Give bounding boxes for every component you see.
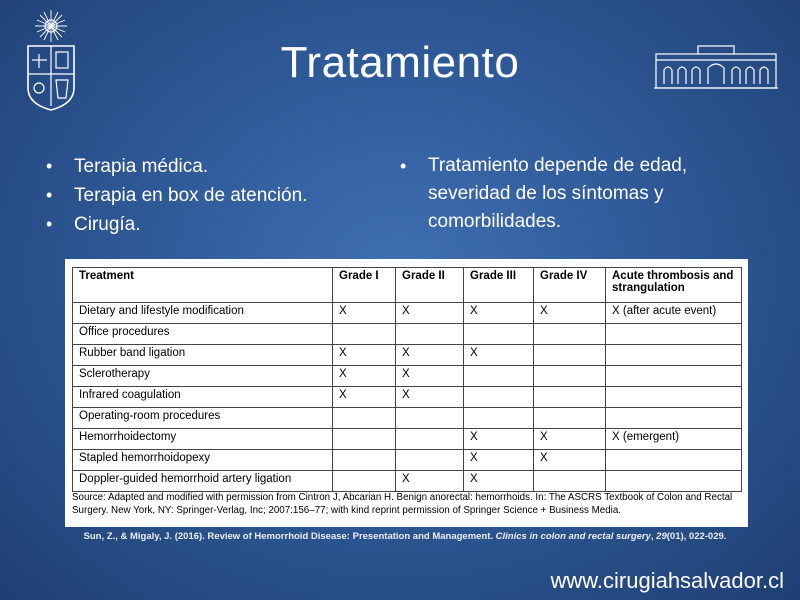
table-cell: Sclerotherapy (73, 366, 333, 387)
table-cell: Hemorrhoidectomy (73, 429, 333, 450)
citation-authors: Sun, Z., & Migaly, J. (2016). Review of Hemorrhoid Disease: Presentation and Management. (83, 531, 496, 542)
table-cell (396, 408, 464, 429)
right-bullet-list (398, 152, 758, 236)
table-cell: X (464, 429, 534, 450)
table-cell (606, 345, 742, 366)
table-cell: X (464, 303, 534, 324)
treatment-table (72, 267, 742, 492)
table-cell (333, 471, 396, 492)
citation-journal: Clinics in colon and rectal surgery (495, 531, 651, 542)
bullet-item: • Cirugía. (44, 210, 307, 239)
table-row (73, 408, 742, 429)
table-cell (534, 387, 606, 408)
table-header-cell: Grade I (333, 268, 396, 303)
table-cell: X (333, 387, 396, 408)
table-cell (606, 324, 742, 345)
table-cell: X (534, 303, 606, 324)
table-cell: X (396, 303, 464, 324)
table-cell (333, 429, 396, 450)
table-cell: X (396, 366, 464, 387)
table-cell (333, 324, 396, 345)
table-cell: Operating-room procedures (73, 408, 333, 429)
table-cell (464, 324, 534, 345)
footer-url[interactable]: www.cirugiahsalvador.cl (550, 568, 784, 593)
table-cell (534, 345, 606, 366)
table-cell (606, 450, 742, 471)
table-cell (534, 471, 606, 492)
table-row (73, 471, 742, 492)
table-row (73, 429, 742, 450)
table-cell (333, 450, 396, 471)
table-header-row (73, 268, 742, 303)
bullet-item: • Terapia médica. (44, 152, 307, 181)
table-cell: X (396, 387, 464, 408)
left-bullet-list (44, 152, 307, 239)
table-row (73, 345, 742, 366)
table-cell (534, 324, 606, 345)
table-cell: Stapled hemorrhoidopexy (73, 450, 333, 471)
table-cell (606, 408, 742, 429)
table-cell (606, 471, 742, 492)
table-cell: X (333, 303, 396, 324)
table-row (73, 366, 742, 387)
table-row (73, 387, 742, 408)
table-row (73, 450, 742, 471)
table-cell: X (534, 429, 606, 450)
table-cell: X (333, 366, 396, 387)
table-cell: X (464, 471, 534, 492)
treatment-table-card (65, 259, 748, 527)
table-cell: Office procedures (73, 324, 333, 345)
table-cell (534, 366, 606, 387)
table-cell: X (396, 345, 464, 366)
table-cell (534, 408, 606, 429)
table-cell: X (534, 450, 606, 471)
table-cell (606, 387, 742, 408)
citation: Sun, Z., & Migaly, J. (2016). Review of Hemorrhoid Disease: Presentation and Management. Clinics in colon and rectal surgery, 29(01), 022-029. (83, 531, 727, 542)
table-header-cell: Grade IV (534, 268, 606, 303)
table-body (73, 303, 742, 492)
slide-title: Tratamiento (280, 38, 520, 87)
citation-volume: 29 (656, 531, 667, 542)
table-cell: X (464, 345, 534, 366)
table-cell: X (333, 345, 396, 366)
table-cell: Doppler-guided hemorrhoid artery ligation (73, 471, 333, 492)
table-cell (464, 408, 534, 429)
table-cell: Infrared coagulation (73, 387, 333, 408)
table-row (73, 324, 742, 345)
table-header-cell: Treatment (73, 268, 333, 303)
table-cell (606, 366, 742, 387)
table-row (73, 303, 742, 324)
citation-issue-pages: (01), 022-029. (666, 531, 727, 542)
bullet-item: • Tratamiento depende de edad, severidad de los síntomas y comorbilidades. (398, 152, 758, 236)
table-cell (333, 408, 396, 429)
table-cell (464, 387, 534, 408)
table-cell: X (emergent) (606, 429, 742, 450)
table-header-cell: Grade II (396, 268, 464, 303)
table-cell: X (396, 471, 464, 492)
table-cell: X (after acute event) (606, 303, 742, 324)
table-header-cell: Grade III (464, 268, 534, 303)
table-cell (464, 366, 534, 387)
table-cell: X (464, 450, 534, 471)
table-cell (396, 324, 464, 345)
table-cell (396, 429, 464, 450)
table-cell (396, 450, 464, 471)
table-source-note: Source: Adapted and modified with permission from Cintron J, Abcarian H. Benign anorectal: hemorrhoids. In: The ASCRS Textbook of Colon and Rectal Surgery. New York, NY: Springer-Verlag, Inc; 2007:156–77; with kind reprint permission of Springer Science + Business Media. (72, 492, 733, 516)
table-header-cell: Acute thrombosis and strangulation (606, 268, 742, 303)
table-cell: Dietary and lifestyle modification (73, 303, 333, 324)
table-cell: Rubber band ligation (73, 345, 333, 366)
bullet-item: • Terapia en box de atención. (44, 181, 307, 210)
